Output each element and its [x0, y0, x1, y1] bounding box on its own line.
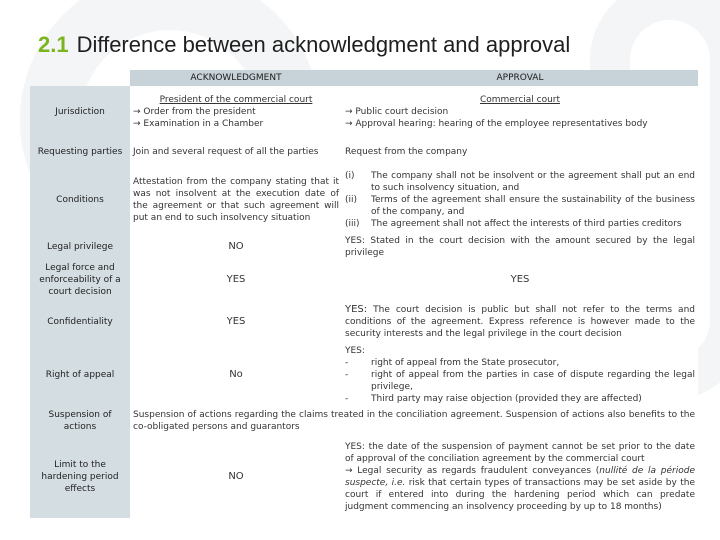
- ack-line: → Order from the president: [133, 107, 256, 117]
- appeal-item: - Third party may raise objection (provided they are affected): [345, 394, 642, 404]
- merged-cell: Suspension of actions regarding the claims treated in the conciliation agreement. Suspension of actions also benefits to the co-obligated persons and guarantors: [130, 406, 698, 436]
- approval-yes: YES:: [345, 304, 368, 315]
- row-label: Suspension of actions: [30, 406, 130, 436]
- row-label: Right of appeal: [30, 344, 130, 406]
- approval-cell: [342, 300, 698, 344]
- row-label: Requesting parties: [30, 138, 130, 166]
- row-suspension: [30, 406, 698, 436]
- approval-heading: YES: the date of the suspension of payment cannot be set prior to the date of approval of the conciliation agreement by the commercial court: [345, 442, 695, 464]
- row-conditions: [30, 166, 698, 234]
- row-right-of-appeal: [30, 344, 698, 406]
- row-label: Limit to the hardening period effects: [30, 436, 130, 518]
- approval-cell: YES: Stated in the court decision with the amount secured by the legal privilege: [342, 234, 698, 260]
- row-label: Legal privilege: [30, 234, 130, 260]
- approval-cell: [342, 166, 698, 234]
- ack-cell: NO: [130, 436, 342, 518]
- column-header-approval: APPROVAL: [342, 70, 698, 86]
- ack-line: → Examination in a Chamber: [133, 119, 264, 129]
- row-legal-privilege: [30, 234, 698, 260]
- approval-text: The court decision is public but shall not refer to the terms and conditions of the agreement. Express reference is however made to the security interests and the legal privilege in the court decision: [345, 305, 695, 339]
- row-label: Legal force and enforceability of a court decision: [30, 260, 130, 300]
- comparison-table: [30, 70, 698, 518]
- approval-cell: YES: [342, 260, 698, 300]
- row-requesting-parties: [30, 138, 698, 166]
- title-text: Difference between acknowledgment and approval: [76, 32, 571, 57]
- approval-cell: [342, 436, 698, 518]
- ack-cell: No: [130, 344, 342, 406]
- approval-heading: YES:: [345, 346, 365, 356]
- page-title: [38, 32, 570, 58]
- approval-cell: Request from the company: [342, 138, 698, 166]
- ack-cell: Join and several request of all the parties: [130, 138, 342, 166]
- ack-cell: YES: [130, 300, 342, 344]
- ack-heading: President of the commercial court: [159, 95, 313, 105]
- approval-line: → Public court decision: [345, 107, 449, 117]
- ack-cell: NO: [130, 234, 342, 260]
- condition-item: (ii) Terms of the agreement shall ensure the sustainability of the business of the company, and: [345, 195, 695, 217]
- row-hardening-period: [30, 436, 698, 518]
- section-number: 2.1: [38, 32, 69, 57]
- header-corner: [30, 70, 130, 86]
- ack-cell: Attestation from the company stating that it was not insolvent at the execution date of the agreement or that such agreement will put an end to such insolvency situation: [130, 166, 342, 234]
- column-header-acknowledgment: ACKNOWLEDGMENT: [130, 70, 342, 86]
- approval-cell: [342, 344, 698, 406]
- approval-detail: → Legal security as regards fraudulent conveyances (nullité de la période suspecte, i.e. risk that certain types of transactions may be set aside by the court if entered into during the hardening period which can predate judgment commencing an insolvency proceeding by up to 18 months): [345, 466, 695, 512]
- row-label: Conditions: [30, 166, 130, 234]
- appeal-item: - right of appeal from the State prosecutor,: [345, 358, 560, 368]
- ack-cell: YES: [130, 260, 342, 300]
- row-label: Confidentiality: [30, 300, 130, 344]
- ack-cell: [130, 86, 342, 138]
- approval-line: → Approval hearing: hearing of the employee representatives body: [345, 119, 648, 129]
- row-confidentiality: [30, 300, 698, 344]
- condition-item: (iii) The agreement shall not affect the interests of third parties creditors: [345, 219, 682, 229]
- row-legal-force: [30, 260, 698, 300]
- condition-item: (i) The company shall not be insolvent or the agreement shall put an end to such insolvency situation, and: [345, 171, 695, 193]
- approval-cell: [342, 86, 698, 138]
- row-label: Jurisdiction: [30, 86, 130, 138]
- appeal-item: - right of appeal from the parties in case of dispute regarding the legal privilege,: [345, 370, 695, 392]
- header-row: [30, 70, 698, 86]
- approval-heading: Commercial court: [479, 95, 561, 105]
- row-jurisdiction: [30, 86, 698, 138]
